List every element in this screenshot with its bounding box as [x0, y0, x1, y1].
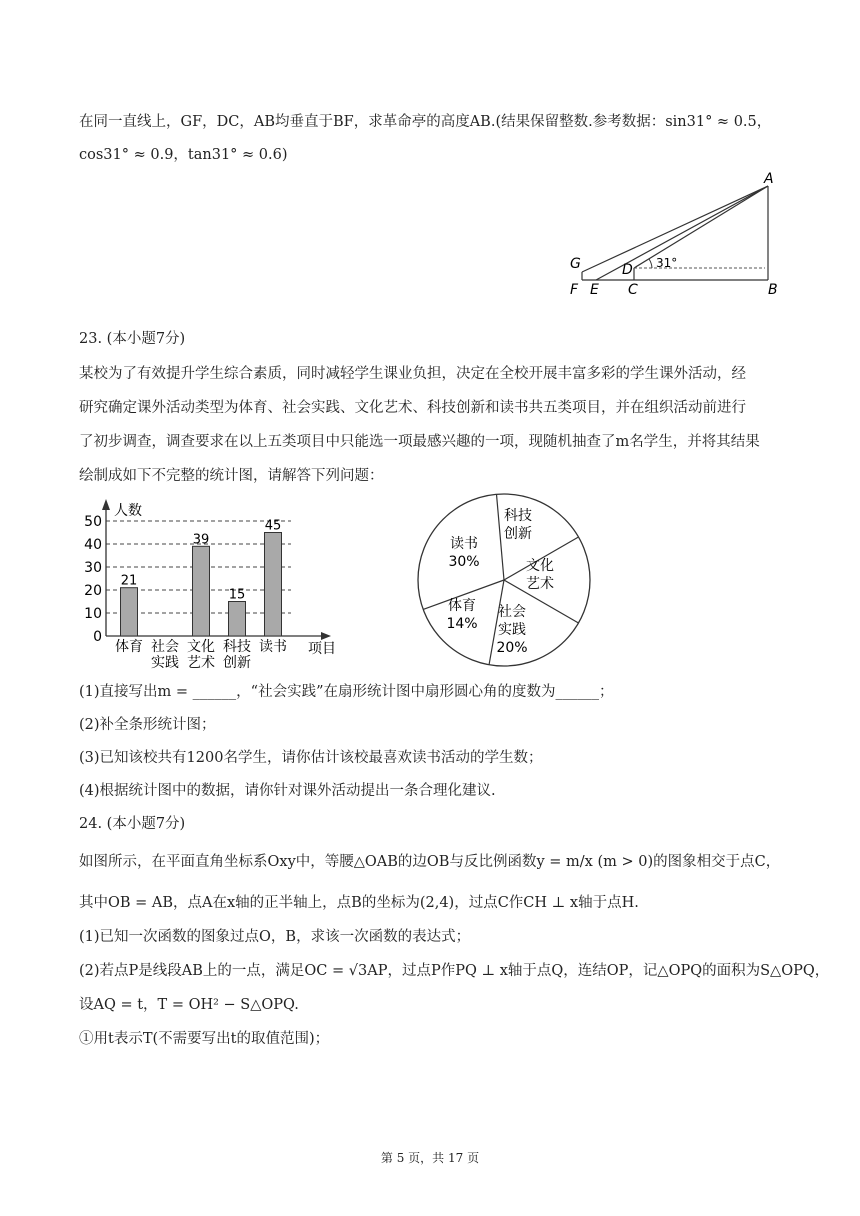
- angle-label: 31°: [656, 256, 678, 270]
- pie-slice-label: 14%: [446, 616, 478, 632]
- q24-sub1: (1)已知一次函数的图象过点O，B，求该一次函数的表达式；: [79, 929, 471, 945]
- point-label-a: A: [764, 171, 774, 187]
- point-label-e: E: [590, 282, 599, 298]
- bar-value-label: 15: [228, 587, 246, 603]
- x-category-label: 实践: [151, 655, 179, 671]
- x-axis-arrow: [321, 632, 331, 640]
- q22-text-line1: 在同一直线上，GF，DC，AB均垂直于BF，求革命亭的高度AB.(结果保留整数.参考数据：sin31° ≈ 0.5，: [79, 114, 772, 130]
- x-category-label: 创新: [223, 655, 251, 671]
- pie-slice-label: 读书: [450, 536, 478, 552]
- q23-para-line4: 绘制成如下不完整的统计图，请解答下列问题：: [79, 468, 384, 484]
- q22-triangle-figure: [560, 168, 790, 298]
- q23-sub2: (2)补全条形统计图；: [79, 717, 216, 733]
- q24-sub2: (2)若点P是线段AB上的一点，满足OC = √3AP，过点P作PQ ⊥ x轴于点Q，连结OP，记△OPQ的面积为S△OPQ，: [79, 963, 830, 979]
- q23-para-line2: 研究确定课外活动类型为体育、社会实践、文化艺术、科技创新和读书共五类项目，并在组织活动前进行: [79, 400, 746, 416]
- x-axis-label: 项目: [308, 641, 336, 657]
- pie-slice-label: 创新: [504, 526, 532, 542]
- pie-slice-label: 体育: [448, 598, 476, 614]
- point-label-g: G: [570, 256, 581, 272]
- q24-para-line2: 其中OB = AB，点A在x轴的正半轴上，点B的坐标为(2,4)，过点C作CH ⊥ x轴于点H.: [79, 895, 639, 911]
- q23-sub1: (1)直接写出m = ______，“社会实践”在扇形统计图中扇形圆心角的度数为______；: [79, 684, 614, 700]
- y-tick-label: 50: [84, 514, 102, 530]
- q24-header: 24. (本小题7分): [79, 816, 186, 832]
- point-label-b: B: [768, 282, 778, 298]
- q23-sub4: (4)根据统计图中的数据，请你针对课外活动提出一条合理化建议.: [79, 783, 496, 799]
- pie-slice-label: 艺术: [526, 576, 554, 592]
- q23-sub3: (3)已知该校共有1200名学生，请你估计该校最喜欢读书活动的学生数；: [79, 750, 543, 766]
- y-axis-arrow: [102, 499, 110, 510]
- pie-slice-label: 20%: [496, 640, 528, 656]
- pie-slice-label: 科技: [504, 508, 532, 524]
- point-label-f: F: [570, 282, 579, 298]
- q23-para-line3: 了初步调查，调查要求在以上五类项目中只能选一项最感兴趣的一项，现随机抽查了m名学生，并将其结果: [79, 434, 760, 450]
- pie-slice-label: 文化: [526, 558, 554, 574]
- bar: [265, 533, 282, 637]
- x-category-label: 文化: [187, 639, 215, 655]
- bar: [229, 602, 246, 637]
- x-category-label: 社会: [151, 639, 179, 655]
- y-tick-label: 40: [84, 537, 102, 553]
- page-footer: 第 5 页，共 17 页: [380, 1151, 480, 1165]
- y-tick-label: 30: [84, 560, 102, 576]
- pie-slice-label: 30%: [448, 554, 480, 570]
- point-label-c: C: [628, 282, 638, 298]
- bar-value-label: 21: [120, 573, 138, 589]
- q24-sub2-part1: ①用t表示T(不需要写出t的取值范围)；: [79, 1031, 330, 1047]
- y-tick-label: 0: [93, 629, 102, 645]
- q23-para-line1: 某校为了有效提升学生综合素质，同时减轻学生课业负担，决定在全校开展丰富多彩的学生课外活动，经: [79, 366, 746, 382]
- y-axis-label: 人数: [114, 503, 142, 519]
- x-category-label: 读书: [259, 639, 287, 655]
- y-tick-label: 20: [84, 583, 102, 599]
- bar: [121, 588, 138, 636]
- pie-slice-label: 实践: [498, 622, 526, 638]
- bar: [193, 546, 210, 636]
- point-label-d: D: [622, 262, 633, 278]
- bar-value-label: 39: [192, 532, 210, 548]
- q24-sub2-cont: 设AQ = t，T = OH² − S△OPQ.: [79, 997, 299, 1013]
- bar-value-label: 45: [264, 518, 282, 534]
- q23-header: 23. (本小题7分): [79, 331, 186, 347]
- q24-para-line1: 如图所示，在平面直角坐标系Oxy中，等腰△OAB的边OB与反比例函数y = m/x (m > 0)的图象相交于点C，: [79, 854, 781, 870]
- bar-chart: [80, 496, 350, 676]
- x-category-label: 体育: [115, 639, 143, 655]
- x-category-label: 科技: [223, 639, 251, 655]
- q22-text-line2: cos31° ≈ 0.9，tan31° ≈ 0.6): [79, 147, 288, 163]
- pie-slice-label: 社会: [498, 604, 526, 620]
- y-tick-label: 10: [84, 606, 102, 622]
- pie-chart: [414, 490, 594, 670]
- x-category-label: 艺术: [187, 655, 215, 671]
